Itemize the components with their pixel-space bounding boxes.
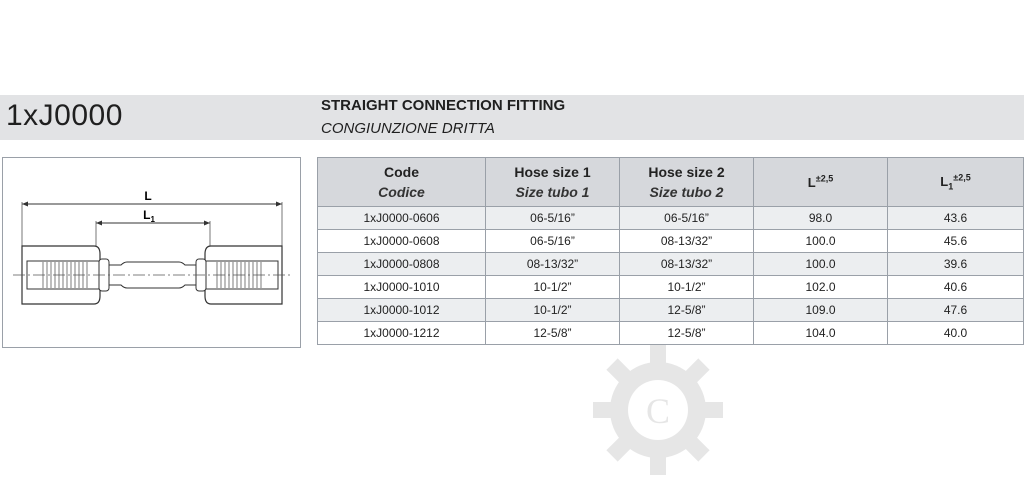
cell-hose-size-1: 06-5/16” bbox=[486, 230, 620, 253]
cell-code: 1xJ0000-0808 bbox=[318, 253, 486, 276]
title-italian: CONGIUNZIONE DRITTA bbox=[321, 120, 495, 137]
cell-L1: 45.6 bbox=[888, 230, 1024, 253]
product-code-title: 1xJ0000 bbox=[6, 99, 123, 132]
cell-L: 100.0 bbox=[754, 230, 888, 253]
cell-L1: 40.6 bbox=[888, 276, 1024, 299]
cell-L: 102.0 bbox=[754, 276, 888, 299]
cell-hose-size-2: 08-13/32” bbox=[620, 253, 754, 276]
fitting-drawing-svg bbox=[3, 158, 300, 347]
cell-hose-size-2: 10-1/2” bbox=[620, 276, 754, 299]
cell-L: 100.0 bbox=[754, 253, 888, 276]
cell-hose-size-1: 10-1/2” bbox=[486, 299, 620, 322]
cell-L1: 43.6 bbox=[888, 207, 1024, 230]
header-code: Code Codice bbox=[318, 158, 486, 207]
dimension-L1-label: $L_1$ bbox=[143, 208, 155, 224]
svg-text:C: C bbox=[645, 391, 671, 431]
cell-hose-size-2: 06-5/16” bbox=[620, 207, 754, 230]
table-row bbox=[318, 276, 1024, 299]
cell-L1: 40.0 bbox=[888, 322, 1024, 345]
table-row bbox=[318, 299, 1024, 322]
cell-hose-size-2: 12-5/8” bbox=[620, 322, 754, 345]
cell-L: 98.0 bbox=[754, 207, 888, 230]
table-row bbox=[318, 253, 1024, 276]
table-row bbox=[318, 230, 1024, 253]
title-english: STRAIGHT CONNECTION FITTING bbox=[321, 97, 566, 114]
cell-code: 1xJ0000-0606 bbox=[318, 207, 486, 230]
gear-watermark-icon bbox=[583, 335, 733, 485]
cell-L: 109.0 bbox=[754, 299, 888, 322]
dimension-L-label: L bbox=[144, 189, 152, 203]
header-hose-size-1: Hose size 1 Size tubo 1 bbox=[486, 158, 620, 207]
header-L1: $L_1^{\pm 2,5}$ bbox=[888, 158, 1024, 207]
fitting-drawing bbox=[2, 157, 301, 348]
cell-hose-size-1: 06-5/16” bbox=[486, 207, 620, 230]
cell-L1: 47.6 bbox=[888, 299, 1024, 322]
header-L: $L^{\pm 2,5}$ bbox=[754, 158, 888, 207]
cell-hose-size-2: 12-5/8” bbox=[620, 299, 754, 322]
cell-code: 1xJ0000-1212 bbox=[318, 322, 486, 345]
table-row bbox=[318, 207, 1024, 230]
cell-hose-size-1: 08-13/32” bbox=[486, 253, 620, 276]
cell-code: 1xJ0000-1010 bbox=[318, 276, 486, 299]
cell-code: 1xJ0000-0608 bbox=[318, 230, 486, 253]
cell-L: 104.0 bbox=[754, 322, 888, 345]
cell-L1: 39.6 bbox=[888, 253, 1024, 276]
cell-hose-size-2: 08-13/32” bbox=[620, 230, 754, 253]
spec-table bbox=[317, 157, 1024, 345]
table-header-row bbox=[318, 158, 1024, 207]
cell-code: 1xJ0000-1012 bbox=[318, 299, 486, 322]
cell-hose-size-1: 10-1/2” bbox=[486, 276, 620, 299]
header-hose-size-2: Hose size 2 Size tubo 2 bbox=[620, 158, 754, 207]
cell-hose-size-1: 12-5/8” bbox=[486, 322, 620, 345]
